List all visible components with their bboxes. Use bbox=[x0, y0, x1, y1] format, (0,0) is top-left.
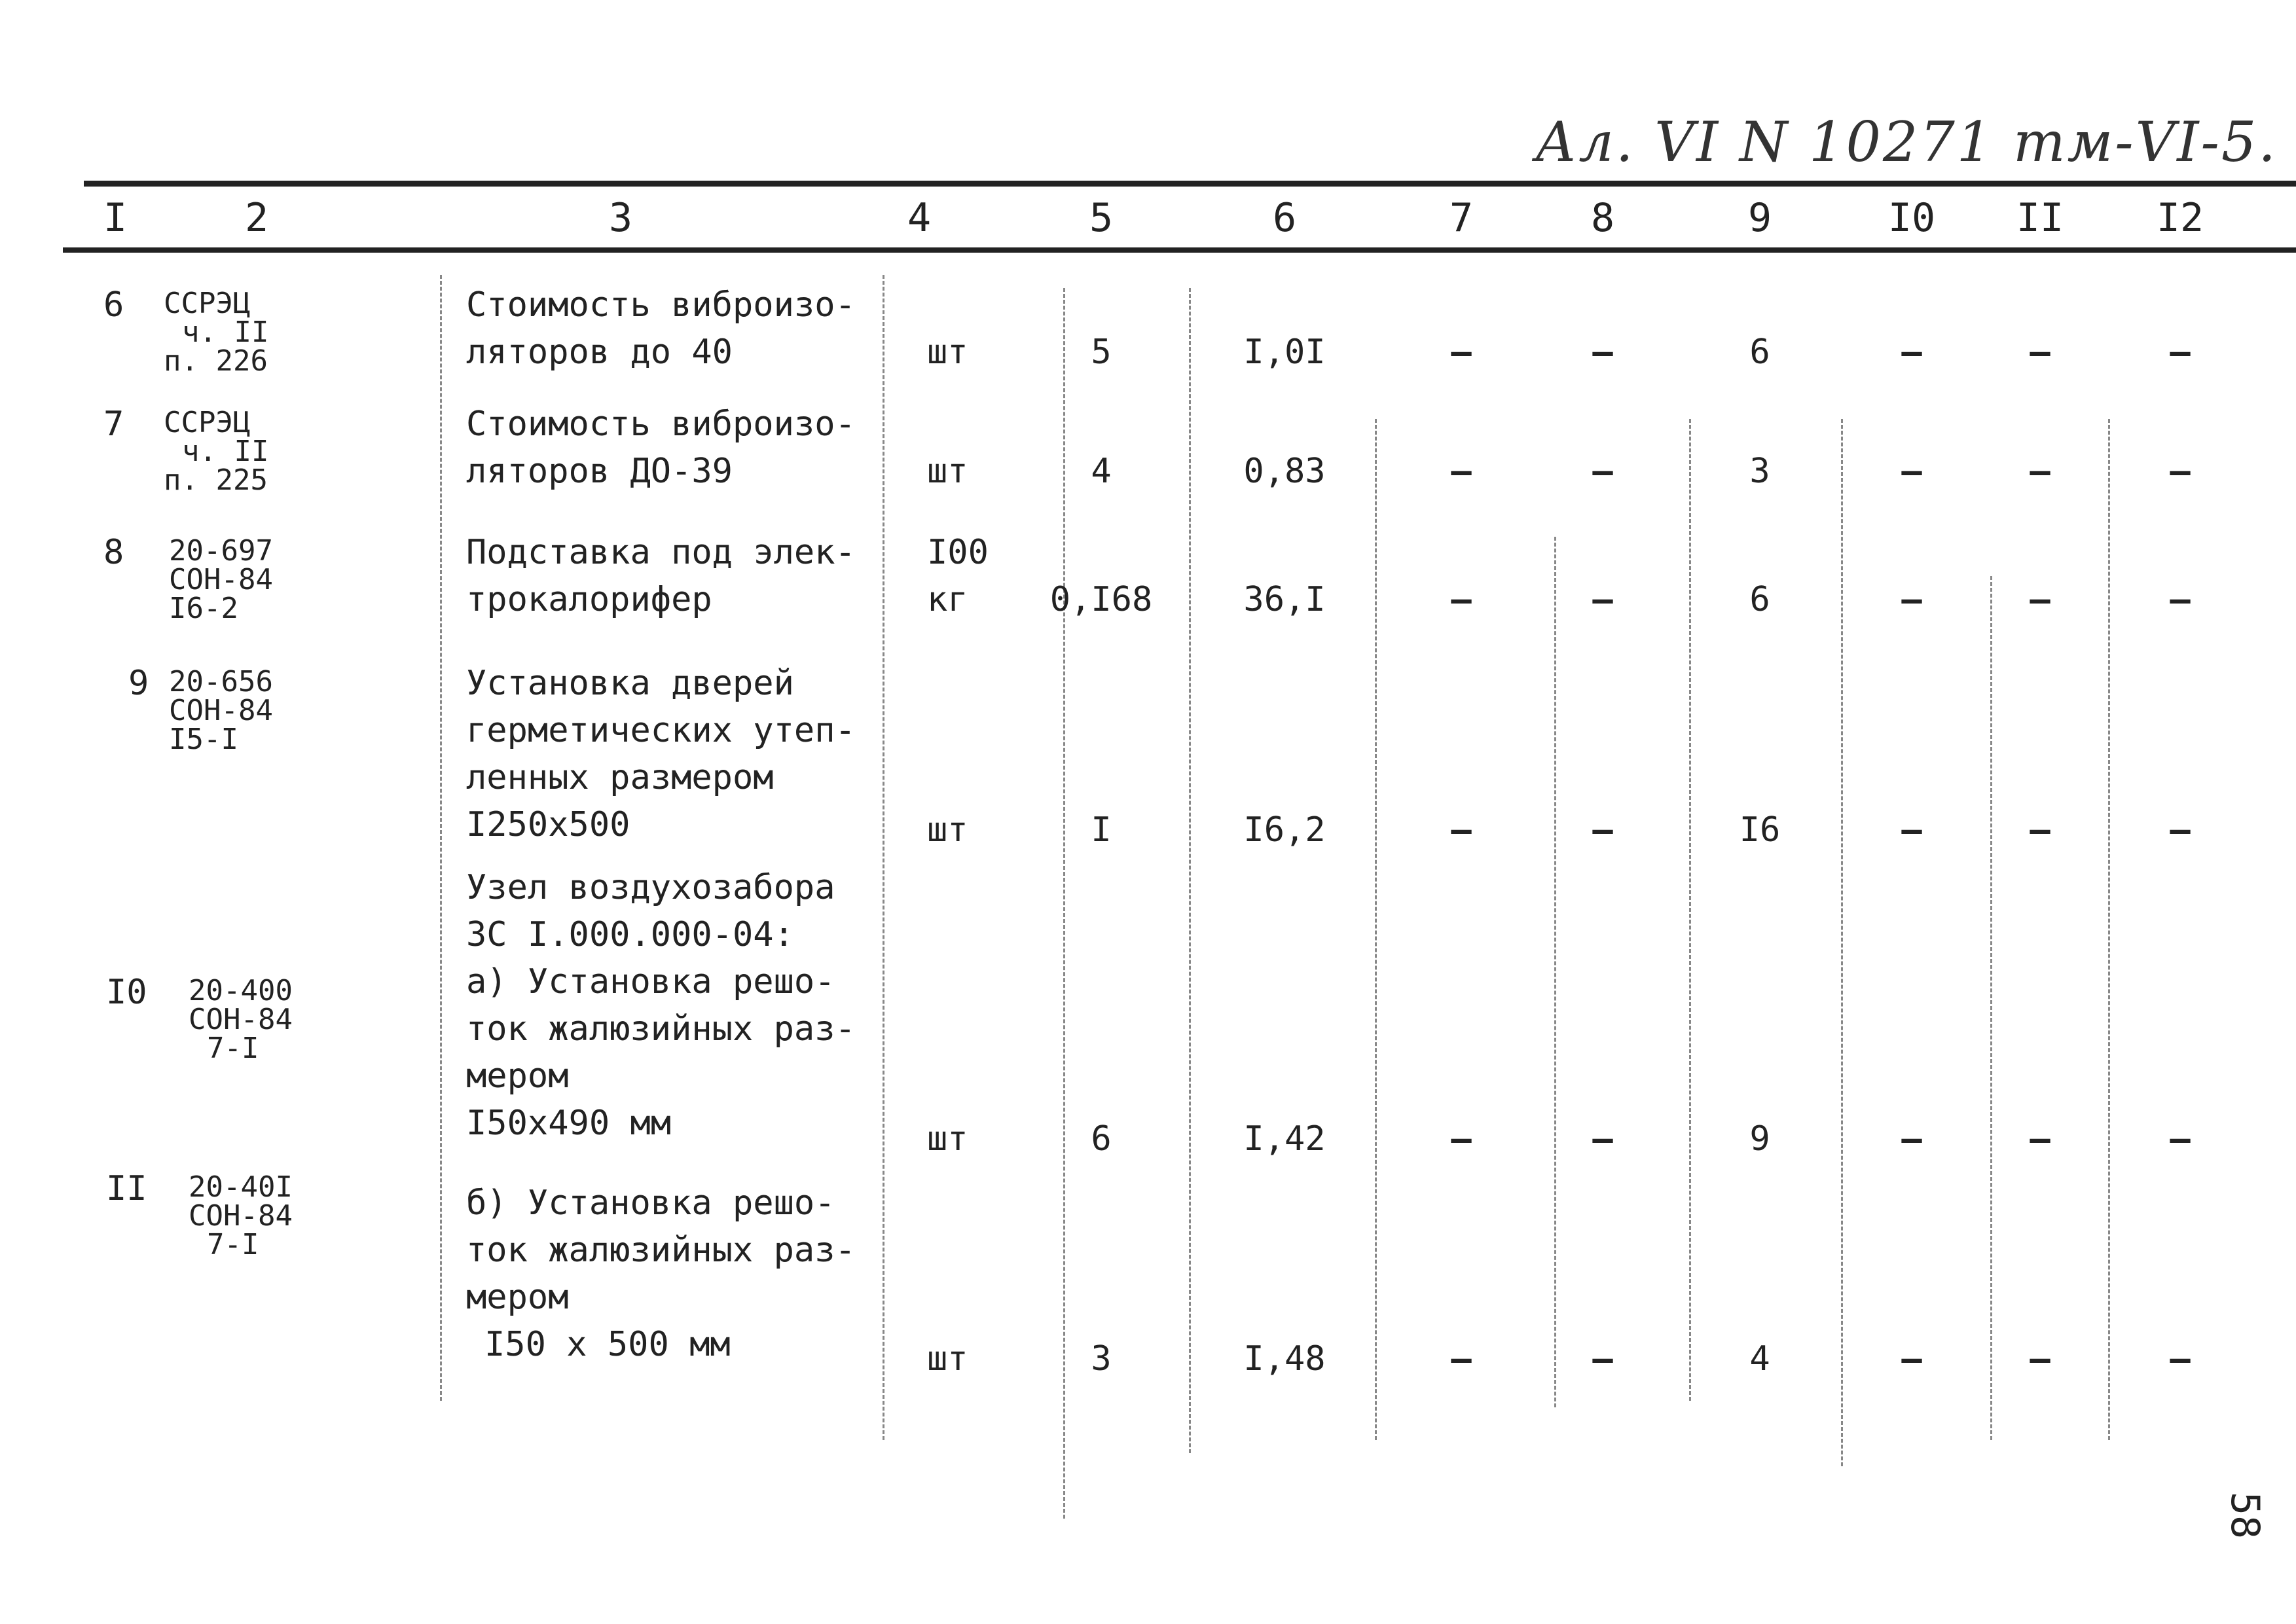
quantity: 0,I68 bbox=[1049, 580, 1153, 619]
value-col-11: – bbox=[2030, 580, 2050, 619]
value-col-9: I6 bbox=[1739, 810, 1781, 850]
row-number: 6 bbox=[103, 285, 124, 325]
col-header-11: II bbox=[2016, 195, 2064, 241]
col-header-6: 6 bbox=[1272, 195, 1297, 241]
quantity: 4 bbox=[1091, 452, 1112, 491]
value-col-8: – bbox=[1592, 452, 1613, 491]
column-separator bbox=[1063, 288, 1065, 1519]
row-number: 7 bbox=[103, 405, 124, 444]
work-description: а) Установка решо- ток жалюзийных раз- мером I50x490 мм bbox=[466, 962, 856, 1143]
value-col-8: – bbox=[1592, 333, 1613, 372]
col-header-8: 8 bbox=[1590, 195, 1615, 241]
norm-code: 20-697 СОН-84 I6-2 bbox=[169, 534, 273, 625]
col-header-4: 4 bbox=[907, 195, 932, 241]
quantity: I bbox=[1091, 810, 1112, 850]
value-col-9: 4 bbox=[1749, 1339, 1770, 1379]
quantity: 5 bbox=[1091, 333, 1112, 372]
value-col-6: I,42 bbox=[1243, 1119, 1326, 1159]
quantity: 6 bbox=[1091, 1119, 1112, 1159]
value-col-10: – bbox=[1901, 452, 1922, 491]
unit: шт bbox=[927, 452, 968, 491]
value-col-6: 36,I bbox=[1243, 580, 1326, 619]
column-separator bbox=[1689, 419, 1691, 1401]
norm-code: 20-400 СОН-84 7-I bbox=[189, 974, 293, 1065]
header-bottom-rule bbox=[63, 247, 2296, 253]
unit: I00 кг bbox=[927, 533, 989, 619]
col-header-1: I bbox=[103, 195, 128, 241]
unit: шт bbox=[927, 333, 968, 372]
value-col-12: – bbox=[2170, 1119, 2191, 1159]
row-number: I0 bbox=[106, 973, 147, 1012]
value-col-12: – bbox=[2170, 580, 2191, 619]
value-col-7: – bbox=[1451, 1119, 1472, 1159]
work-description: Стоимость виброизо- ляторов ДО-39 bbox=[466, 405, 856, 491]
column-separator bbox=[1990, 576, 1992, 1440]
column-separator bbox=[1841, 419, 1843, 1466]
unit: шт bbox=[927, 1339, 968, 1379]
norm-code: ССРЭЦ ч. II п. 226 bbox=[164, 287, 269, 378]
value-col-6: I6,2 bbox=[1243, 810, 1326, 850]
value-col-6: I,48 bbox=[1243, 1339, 1326, 1379]
value-col-7: – bbox=[1451, 580, 1472, 619]
work-description: Стоимость виброизо- ляторов до 40 bbox=[466, 285, 856, 372]
value-col-7: – bbox=[1451, 333, 1472, 372]
value-col-10: – bbox=[1901, 333, 1922, 372]
value-col-8: – bbox=[1592, 1119, 1613, 1159]
col-header-2: 2 bbox=[244, 195, 269, 241]
row-number: 8 bbox=[103, 533, 124, 572]
column-separator bbox=[1554, 537, 1556, 1407]
column-separator bbox=[1189, 288, 1191, 1453]
work-description: б) Установка решо- ток жалюзийных раз- мером I50 x 500 мм bbox=[466, 1183, 856, 1364]
value-col-9: 6 bbox=[1749, 333, 1770, 372]
work-description: Подставка под элек- трокалорифер bbox=[466, 533, 856, 619]
norm-code: 20-40I СОН-84 7-I bbox=[189, 1170, 293, 1261]
value-col-8: – bbox=[1592, 1339, 1613, 1379]
value-col-11: – bbox=[2030, 810, 2050, 850]
table-top-rule bbox=[84, 181, 2296, 187]
work-description: Установка дверей герметических утеп- ленных размером I250x500 bbox=[466, 664, 856, 844]
quantity: 3 bbox=[1091, 1339, 1112, 1379]
value-col-11: – bbox=[2030, 333, 2050, 372]
page-number: 58 bbox=[2221, 1491, 2268, 1540]
value-col-12: – bbox=[2170, 452, 2191, 491]
value-col-9: 9 bbox=[1749, 1119, 1770, 1159]
value-col-8: – bbox=[1592, 580, 1613, 619]
value-col-8: – bbox=[1592, 810, 1613, 850]
value-col-7: – bbox=[1451, 452, 1472, 491]
value-col-11: – bbox=[2030, 1339, 2050, 1379]
column-separator bbox=[440, 275, 442, 1401]
value-col-10: – bbox=[1901, 1339, 1922, 1379]
unit: шт bbox=[927, 1119, 968, 1159]
value-col-11: – bbox=[2030, 1119, 2050, 1159]
value-col-12: – bbox=[2170, 810, 2191, 850]
col-header-9: 9 bbox=[1747, 195, 1772, 241]
value-col-6: I,0I bbox=[1243, 333, 1326, 372]
unit: шт bbox=[927, 810, 968, 850]
value-col-9: 3 bbox=[1749, 452, 1770, 491]
row-number: 9 bbox=[128, 664, 149, 703]
norm-code: ССРЭЦ ч. II п. 225 bbox=[164, 406, 269, 497]
value-col-12: – bbox=[2170, 1339, 2191, 1379]
value-col-7: – bbox=[1451, 1339, 1472, 1379]
norm-code: 20-656 СОН-84 I5-I bbox=[169, 665, 273, 756]
col-header-5: 5 bbox=[1089, 195, 1114, 241]
row-number: II bbox=[106, 1169, 147, 1208]
group-heading: Узел воздухозабора ЗС I.000.000-04: bbox=[466, 868, 835, 954]
value-col-10: – bbox=[1901, 1119, 1922, 1159]
value-col-10: – bbox=[1901, 580, 1922, 619]
col-header-7: 7 bbox=[1449, 195, 1474, 241]
col-header-12: I2 bbox=[2156, 195, 2204, 241]
value-col-10: – bbox=[1901, 810, 1922, 850]
column-separator bbox=[1375, 419, 1377, 1440]
value-col-11: – bbox=[2030, 452, 2050, 491]
value-col-6: 0,83 bbox=[1243, 452, 1326, 491]
value-col-7: – bbox=[1451, 810, 1472, 850]
handwritten-reference: Ал. VI N 10271 тм-VI-5. bbox=[1535, 110, 2278, 174]
value-col-9: 6 bbox=[1749, 580, 1770, 619]
col-header-3: 3 bbox=[608, 195, 633, 241]
value-col-12: – bbox=[2170, 333, 2191, 372]
column-separator bbox=[883, 275, 884, 1440]
column-separator bbox=[2108, 419, 2110, 1440]
col-header-10: I0 bbox=[1887, 195, 1936, 241]
